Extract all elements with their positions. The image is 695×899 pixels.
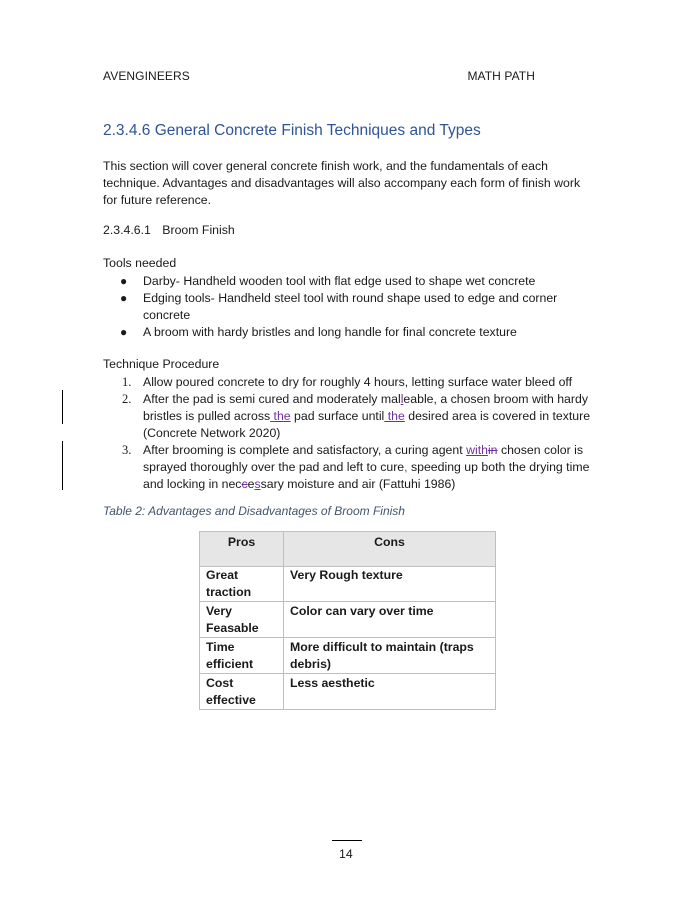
table-row	[200, 638, 496, 674]
table-cell: Very Rough texture	[284, 567, 496, 602]
change-bar	[62, 441, 63, 490]
table-caption: Table 2: Advantages and Disadvantages of Broom Finish	[103, 504, 405, 518]
tracked-insertion: the	[384, 409, 405, 423]
procedure-label: Technique Procedure	[103, 357, 220, 371]
table-cell: Great traction	[200, 567, 284, 602]
tracked-deletion: in	[487, 443, 498, 457]
table-row	[200, 567, 496, 602]
table-cell: Color can vary over time	[284, 602, 496, 638]
intro-paragraph: This section will cover general concrete finish work, and the fundamentals of each technique. Advantages and disadvantages will also accompany each form of finish work for future reference.	[103, 159, 581, 207]
footer-rule	[332, 840, 362, 841]
step-number: 2.	[122, 392, 132, 406]
header-right: MATH PATH	[467, 69, 535, 83]
table-header-row	[200, 532, 496, 567]
tools-label: Tools needed	[103, 256, 177, 270]
list-item: ● A broom with hardy bristles and long handle for final concrete texture	[120, 325, 517, 339]
list-item: 1. Allow poured concrete to dry for roughly 4 hours, letting surface water bleed off	[122, 375, 573, 389]
subsection-heading	[103, 223, 235, 237]
tracked-insertion: ,	[404, 460, 408, 474]
page-number: 14	[339, 847, 353, 861]
section-heading: 2.3.4.6 General Concrete Finish Techniques and Types	[103, 122, 481, 139]
table-cell: Time efficient	[200, 638, 284, 674]
table-row	[200, 602, 496, 638]
pros-cons-table	[199, 531, 496, 710]
table-cell: More difficult to maintain (traps debris)	[284, 638, 496, 674]
tracked-insertion: the	[270, 409, 291, 423]
tools-list	[103, 273, 598, 341]
change-bar	[62, 390, 63, 424]
list-item: 2. After the pad is semi cured and moderately malleable, a chosen broom with hardy bristles is pulled across the pad surface until the desired area is covered in texture (Concrete Network 2020)	[122, 392, 591, 440]
table-row	[200, 674, 496, 710]
tracked-insertion: s	[254, 477, 261, 491]
tracked-deletion: c	[241, 477, 248, 491]
tracked-insertion: with	[466, 443, 488, 457]
column-header: Pros	[200, 532, 284, 567]
table-cell: Less aesthetic	[284, 674, 496, 710]
subsection-number: 2.3.4.6.1	[103, 223, 151, 237]
bullet-icon: ●	[120, 325, 128, 339]
table-cell: Very Feasable	[200, 602, 284, 638]
step-number: 3.	[122, 443, 132, 457]
subsection-title: Broom Finish	[162, 223, 235, 237]
header-left: AVENGINEERS	[103, 69, 190, 83]
column-header: Cons	[284, 532, 496, 567]
tracked-insertion: l	[400, 392, 404, 406]
step-number: 1.	[122, 375, 132, 389]
procedure-steps	[103, 374, 598, 493]
bullet-icon: ●	[120, 274, 128, 288]
list-item: ● Darby- Handheld wooden tool with flat edge used to shape wet concrete	[120, 274, 536, 288]
list-item: 3. After brooming is complete and satisfactory, a curing agent within chosen color is sprayed thoroughly over the pad and left to cure, speeding up both the drying time and locking in neccessary moisture and air (Fattuhi 1986)	[122, 443, 590, 491]
list-item: ● Edging tools- Handheld steel tool with round shape used to edge and corner concrete	[120, 291, 558, 322]
table-cell: Cost effective	[200, 674, 284, 710]
bullet-icon: ●	[120, 291, 128, 305]
